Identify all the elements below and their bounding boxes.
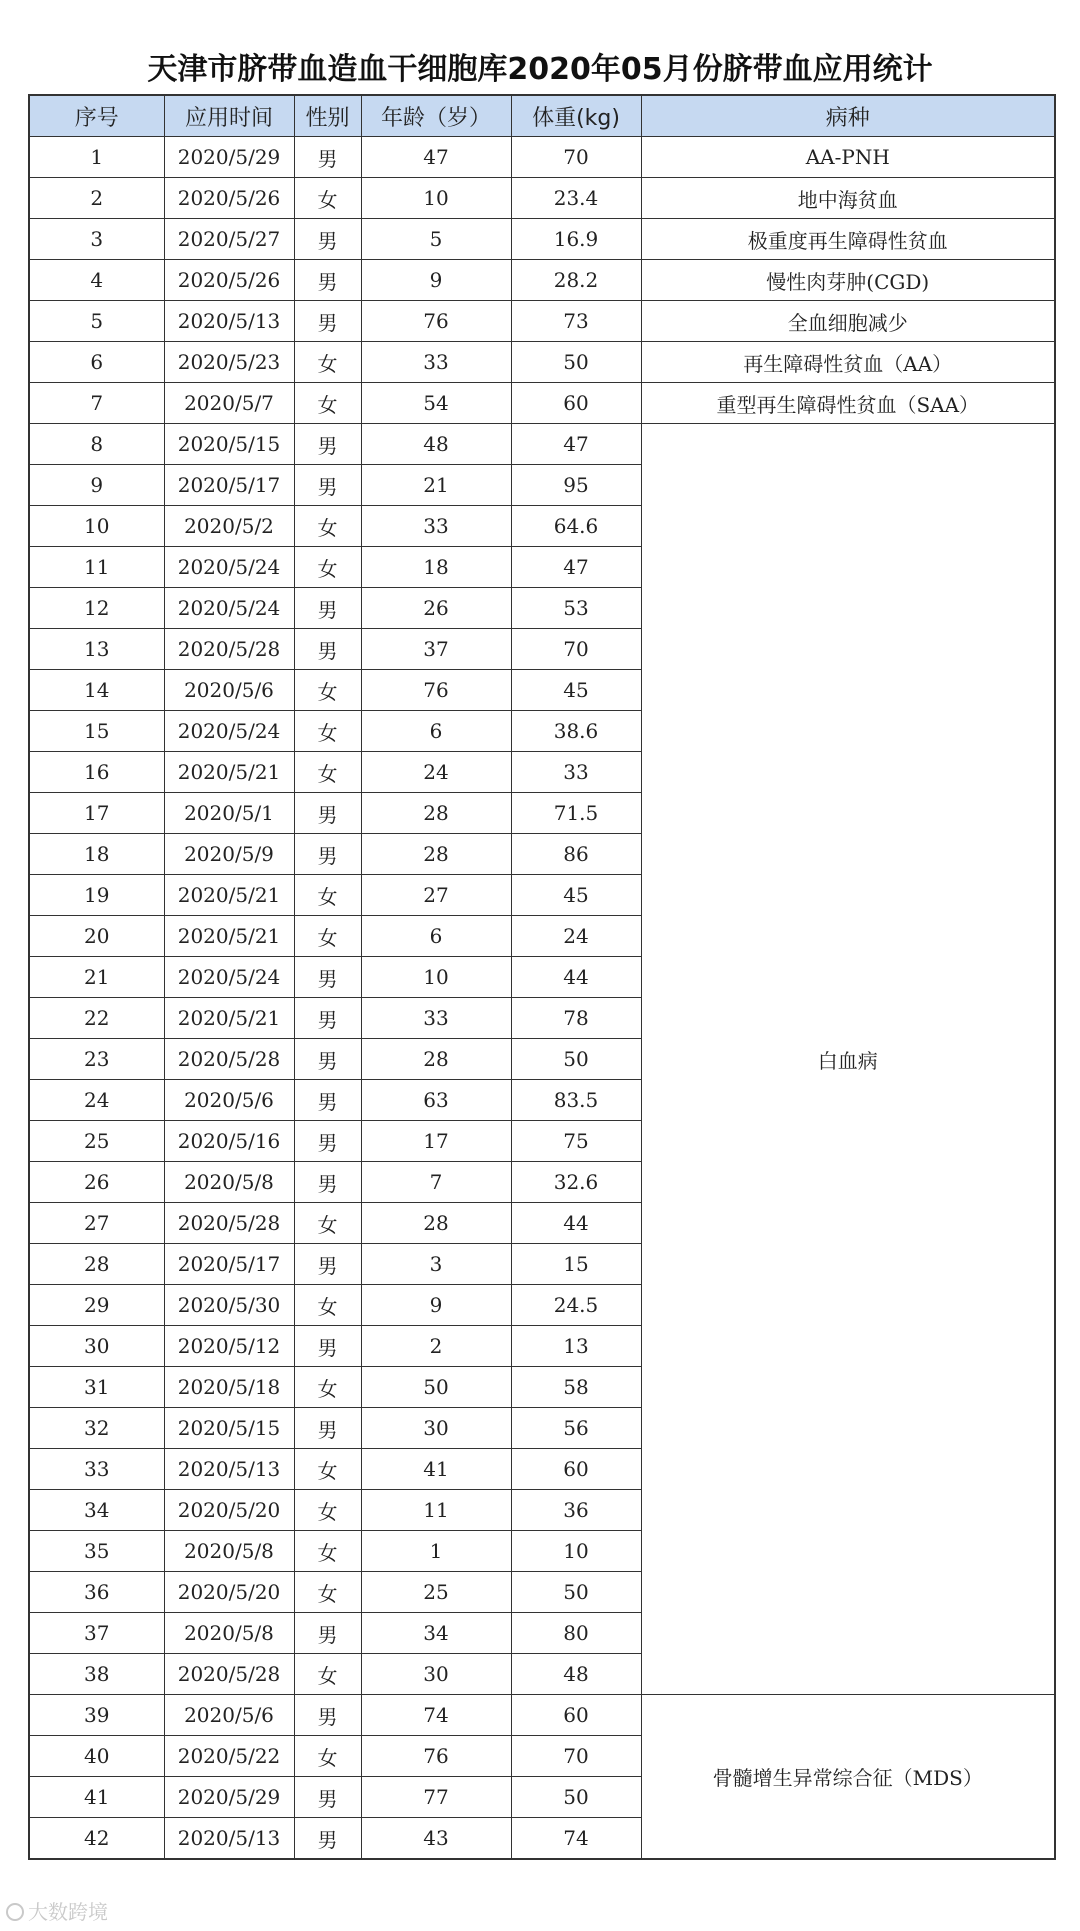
cell-date: 2020/5/21 (164, 752, 294, 793)
table-row (29, 301, 1055, 342)
cell-disease: AA-PNH (641, 137, 1055, 178)
cell-weight: 70 (511, 137, 641, 178)
cell-gender: 男 (294, 219, 361, 260)
cell-date: 2020/5/2 (164, 506, 294, 547)
cell-age: 76 (361, 670, 511, 711)
cell-index: 15 (29, 711, 164, 752)
table-row (29, 219, 1055, 260)
cell-age: 33 (361, 998, 511, 1039)
cell-disease: 骨髓增生异常综合征（MDS） (641, 1695, 1055, 1860)
cell-gender: 女 (294, 752, 361, 793)
cell-weight: 50 (511, 1777, 641, 1818)
cell-date: 2020/5/15 (164, 1408, 294, 1449)
cell-gender: 女 (294, 1449, 361, 1490)
cell-disease: 再生障碍性贫血（AA） (641, 342, 1055, 383)
cell-date: 2020/5/6 (164, 1080, 294, 1121)
cell-weight: 44 (511, 1203, 641, 1244)
cell-age: 63 (361, 1080, 511, 1121)
cell-age: 48 (361, 424, 511, 465)
cell-weight: 32.6 (511, 1162, 641, 1203)
cell-disease: 白血病 (641, 424, 1055, 1695)
cell-age: 77 (361, 1777, 511, 1818)
cell-index: 38 (29, 1654, 164, 1695)
cell-weight: 15 (511, 1244, 641, 1285)
table-row (29, 424, 1055, 465)
cell-gender: 女 (294, 178, 361, 219)
table-row (29, 178, 1055, 219)
cell-index: 23 (29, 1039, 164, 1080)
cell-date: 2020/5/24 (164, 547, 294, 588)
cell-date: 2020/5/22 (164, 1736, 294, 1777)
cell-weight: 24 (511, 916, 641, 957)
cell-index: 29 (29, 1285, 164, 1326)
watermark-logo-icon (6, 1903, 24, 1921)
cell-gender: 男 (294, 1695, 361, 1736)
cell-gender: 男 (294, 1121, 361, 1162)
cell-index: 31 (29, 1367, 164, 1408)
cell-weight: 44 (511, 957, 641, 998)
cell-gender: 女 (294, 1654, 361, 1695)
table-row (29, 137, 1055, 178)
cell-age: 10 (361, 178, 511, 219)
cell-weight: 47 (511, 424, 641, 465)
cell-date: 2020/5/28 (164, 1039, 294, 1080)
cell-age: 41 (361, 1449, 511, 1490)
cell-index: 32 (29, 1408, 164, 1449)
cell-index: 40 (29, 1736, 164, 1777)
cell-weight: 16.9 (511, 219, 641, 260)
cell-weight: 86 (511, 834, 641, 875)
cell-age: 24 (361, 752, 511, 793)
cell-index: 21 (29, 957, 164, 998)
cell-gender: 男 (294, 465, 361, 506)
cell-weight: 56 (511, 1408, 641, 1449)
cell-date: 2020/5/28 (164, 629, 294, 670)
cell-gender: 男 (294, 1613, 361, 1654)
header-weight: 体重(kg) (511, 95, 641, 137)
cell-age: 6 (361, 711, 511, 752)
cell-gender: 女 (294, 342, 361, 383)
cell-date: 2020/5/30 (164, 1285, 294, 1326)
watermark (6, 1896, 108, 1925)
cell-gender: 男 (294, 424, 361, 465)
cell-age: 25 (361, 1572, 511, 1613)
cell-disease: 极重度再生障碍性贫血 (641, 219, 1055, 260)
cell-index: 41 (29, 1777, 164, 1818)
header-row (29, 95, 1055, 137)
cell-date: 2020/5/12 (164, 1326, 294, 1367)
header-age: 年龄（岁） (361, 95, 511, 137)
cell-date: 2020/5/20 (164, 1572, 294, 1613)
cell-index: 22 (29, 998, 164, 1039)
cell-date: 2020/5/20 (164, 1490, 294, 1531)
cell-index: 7 (29, 383, 164, 424)
cell-age: 11 (361, 1490, 511, 1531)
cell-weight: 71.5 (511, 793, 641, 834)
cell-weight: 80 (511, 1613, 641, 1654)
cell-date: 2020/5/8 (164, 1613, 294, 1654)
cell-index: 18 (29, 834, 164, 875)
cell-date: 2020/5/17 (164, 1244, 294, 1285)
cell-date: 2020/5/6 (164, 1695, 294, 1736)
cell-index: 17 (29, 793, 164, 834)
application-stats-table (28, 94, 1056, 1860)
cell-date: 2020/5/28 (164, 1654, 294, 1695)
cell-gender: 女 (294, 875, 361, 916)
cell-index: 1 (29, 137, 164, 178)
cell-index: 8 (29, 424, 164, 465)
cell-gender: 女 (294, 1531, 361, 1572)
cell-index: 36 (29, 1572, 164, 1613)
cell-index: 19 (29, 875, 164, 916)
cell-gender: 男 (294, 998, 361, 1039)
cell-gender: 男 (294, 301, 361, 342)
cell-weight: 28.2 (511, 260, 641, 301)
cell-date: 2020/5/24 (164, 957, 294, 998)
cell-age: 76 (361, 1736, 511, 1777)
cell-date: 2020/5/8 (164, 1162, 294, 1203)
cell-age: 28 (361, 1203, 511, 1244)
cell-date: 2020/5/13 (164, 1449, 294, 1490)
cell-gender: 男 (294, 1326, 361, 1367)
cell-date: 2020/5/28 (164, 1203, 294, 1244)
cell-date: 2020/5/18 (164, 1367, 294, 1408)
cell-date: 2020/5/21 (164, 875, 294, 916)
cell-index: 13 (29, 629, 164, 670)
cell-gender: 女 (294, 547, 361, 588)
cell-age: 17 (361, 1121, 511, 1162)
cell-index: 28 (29, 1244, 164, 1285)
cell-date: 2020/5/17 (164, 465, 294, 506)
cell-age: 28 (361, 1039, 511, 1080)
cell-age: 18 (361, 547, 511, 588)
table-row (29, 260, 1055, 301)
cell-age: 27 (361, 875, 511, 916)
cell-age: 50 (361, 1367, 511, 1408)
cell-gender: 女 (294, 711, 361, 752)
cell-gender: 女 (294, 1367, 361, 1408)
cell-weight: 70 (511, 1736, 641, 1777)
cell-index: 42 (29, 1818, 164, 1860)
cell-index: 10 (29, 506, 164, 547)
cell-gender: 男 (294, 834, 361, 875)
cell-gender: 男 (294, 793, 361, 834)
table-row (29, 1695, 1055, 1736)
cell-age: 76 (361, 301, 511, 342)
cell-weight: 36 (511, 1490, 641, 1531)
cell-weight: 78 (511, 998, 641, 1039)
header-index: 序号 (29, 95, 164, 137)
cell-weight: 45 (511, 875, 641, 916)
cell-weight: 50 (511, 1039, 641, 1080)
cell-weight: 50 (511, 342, 641, 383)
cell-date: 2020/5/21 (164, 916, 294, 957)
cell-gender: 男 (294, 1818, 361, 1860)
cell-weight: 60 (511, 1695, 641, 1736)
cell-date: 2020/5/21 (164, 998, 294, 1039)
cell-age: 28 (361, 793, 511, 834)
cell-index: 16 (29, 752, 164, 793)
cell-date: 2020/5/8 (164, 1531, 294, 1572)
cell-date: 2020/5/29 (164, 1777, 294, 1818)
cell-disease: 地中海贫血 (641, 178, 1055, 219)
cell-index: 11 (29, 547, 164, 588)
cell-age: 54 (361, 383, 511, 424)
cell-date: 2020/5/13 (164, 301, 294, 342)
cell-age: 28 (361, 834, 511, 875)
cell-weight: 60 (511, 383, 641, 424)
cell-index: 6 (29, 342, 164, 383)
cell-gender: 男 (294, 1408, 361, 1449)
cell-index: 35 (29, 1531, 164, 1572)
cell-gender: 男 (294, 1777, 361, 1818)
cell-gender: 男 (294, 629, 361, 670)
cell-date: 2020/5/15 (164, 424, 294, 465)
cell-weight: 58 (511, 1367, 641, 1408)
cell-gender: 女 (294, 916, 361, 957)
cell-date: 2020/5/1 (164, 793, 294, 834)
cell-age: 47 (361, 137, 511, 178)
cell-index: 34 (29, 1490, 164, 1531)
cell-age: 1 (361, 1531, 511, 1572)
cell-index: 3 (29, 219, 164, 260)
cell-age: 9 (361, 1285, 511, 1326)
cell-index: 2 (29, 178, 164, 219)
cell-weight: 10 (511, 1531, 641, 1572)
cell-index: 27 (29, 1203, 164, 1244)
cell-age: 33 (361, 506, 511, 547)
cell-gender: 男 (294, 1080, 361, 1121)
cell-date: 2020/5/16 (164, 1121, 294, 1162)
cell-index: 5 (29, 301, 164, 342)
cell-gender: 女 (294, 506, 361, 547)
cell-date: 2020/5/6 (164, 670, 294, 711)
cell-date: 2020/5/26 (164, 178, 294, 219)
cell-gender: 男 (294, 1244, 361, 1285)
cell-date: 2020/5/7 (164, 383, 294, 424)
cell-gender: 男 (294, 588, 361, 629)
cell-age: 10 (361, 957, 511, 998)
header-disease: 病种 (641, 95, 1055, 137)
cell-weight: 33 (511, 752, 641, 793)
cell-weight: 13 (511, 1326, 641, 1367)
cell-age: 37 (361, 629, 511, 670)
cell-weight: 75 (511, 1121, 641, 1162)
cell-age: 9 (361, 260, 511, 301)
cell-weight: 23.4 (511, 178, 641, 219)
cell-age: 30 (361, 1654, 511, 1695)
page-title: 天津市脐带血造血干细胞库2020年05月份脐带血应用统计 (147, 52, 933, 87)
cell-age: 74 (361, 1695, 511, 1736)
cell-date: 2020/5/24 (164, 711, 294, 752)
cell-gender: 女 (294, 1490, 361, 1531)
cell-weight: 47 (511, 547, 641, 588)
cell-gender: 男 (294, 137, 361, 178)
cell-gender: 女 (294, 670, 361, 711)
cell-date: 2020/5/24 (164, 588, 294, 629)
cell-age: 26 (361, 588, 511, 629)
cell-index: 4 (29, 260, 164, 301)
cell-gender: 男 (294, 957, 361, 998)
cell-weight: 50 (511, 1572, 641, 1613)
cell-date: 2020/5/23 (164, 342, 294, 383)
cell-date: 2020/5/13 (164, 1818, 294, 1860)
cell-gender: 男 (294, 1162, 361, 1203)
cell-weight: 53 (511, 588, 641, 629)
cell-index: 20 (29, 916, 164, 957)
cell-index: 9 (29, 465, 164, 506)
cell-weight: 64.6 (511, 506, 641, 547)
cell-weight: 95 (511, 465, 641, 506)
cell-weight: 74 (511, 1818, 641, 1860)
cell-weight: 83.5 (511, 1080, 641, 1121)
table-row (29, 383, 1055, 424)
cell-age: 5 (361, 219, 511, 260)
cell-index: 37 (29, 1613, 164, 1654)
cell-date: 2020/5/29 (164, 137, 294, 178)
cell-gender: 女 (294, 383, 361, 424)
cell-age: 30 (361, 1408, 511, 1449)
cell-date: 2020/5/27 (164, 219, 294, 260)
cell-age: 3 (361, 1244, 511, 1285)
cell-date: 2020/5/26 (164, 260, 294, 301)
cell-gender: 女 (294, 1203, 361, 1244)
cell-disease: 慢性肉芽肿(CGD) (641, 260, 1055, 301)
header-date: 应用时间 (164, 95, 294, 137)
cell-weight: 48 (511, 1654, 641, 1695)
table-row (29, 342, 1055, 383)
cell-weight: 60 (511, 1449, 641, 1490)
cell-weight: 73 (511, 301, 641, 342)
cell-index: 39 (29, 1695, 164, 1736)
cell-weight: 38.6 (511, 711, 641, 752)
cell-index: 25 (29, 1121, 164, 1162)
cell-index: 12 (29, 588, 164, 629)
cell-age: 6 (361, 916, 511, 957)
header-gender: 性别 (294, 95, 361, 137)
cell-disease: 重型再生障碍性贫血（SAA） (641, 383, 1055, 424)
cell-weight: 45 (511, 670, 641, 711)
cell-index: 33 (29, 1449, 164, 1490)
cell-age: 43 (361, 1818, 511, 1860)
cell-gender: 女 (294, 1736, 361, 1777)
cell-gender: 女 (294, 1572, 361, 1613)
cell-date: 2020/5/9 (164, 834, 294, 875)
cell-index: 30 (29, 1326, 164, 1367)
cell-index: 24 (29, 1080, 164, 1121)
table-body (29, 137, 1055, 1860)
watermark-text: 大数跨境 (28, 1900, 108, 1924)
cell-gender: 男 (294, 260, 361, 301)
cell-age: 34 (361, 1613, 511, 1654)
cell-age: 7 (361, 1162, 511, 1203)
cell-weight: 70 (511, 629, 641, 670)
cell-index: 26 (29, 1162, 164, 1203)
cell-weight: 24.5 (511, 1285, 641, 1326)
cell-index: 14 (29, 670, 164, 711)
cell-age: 21 (361, 465, 511, 506)
cell-gender: 男 (294, 1039, 361, 1080)
cell-gender: 女 (294, 1285, 361, 1326)
cell-disease: 全血细胞减少 (641, 301, 1055, 342)
cell-age: 33 (361, 342, 511, 383)
cell-age: 2 (361, 1326, 511, 1367)
